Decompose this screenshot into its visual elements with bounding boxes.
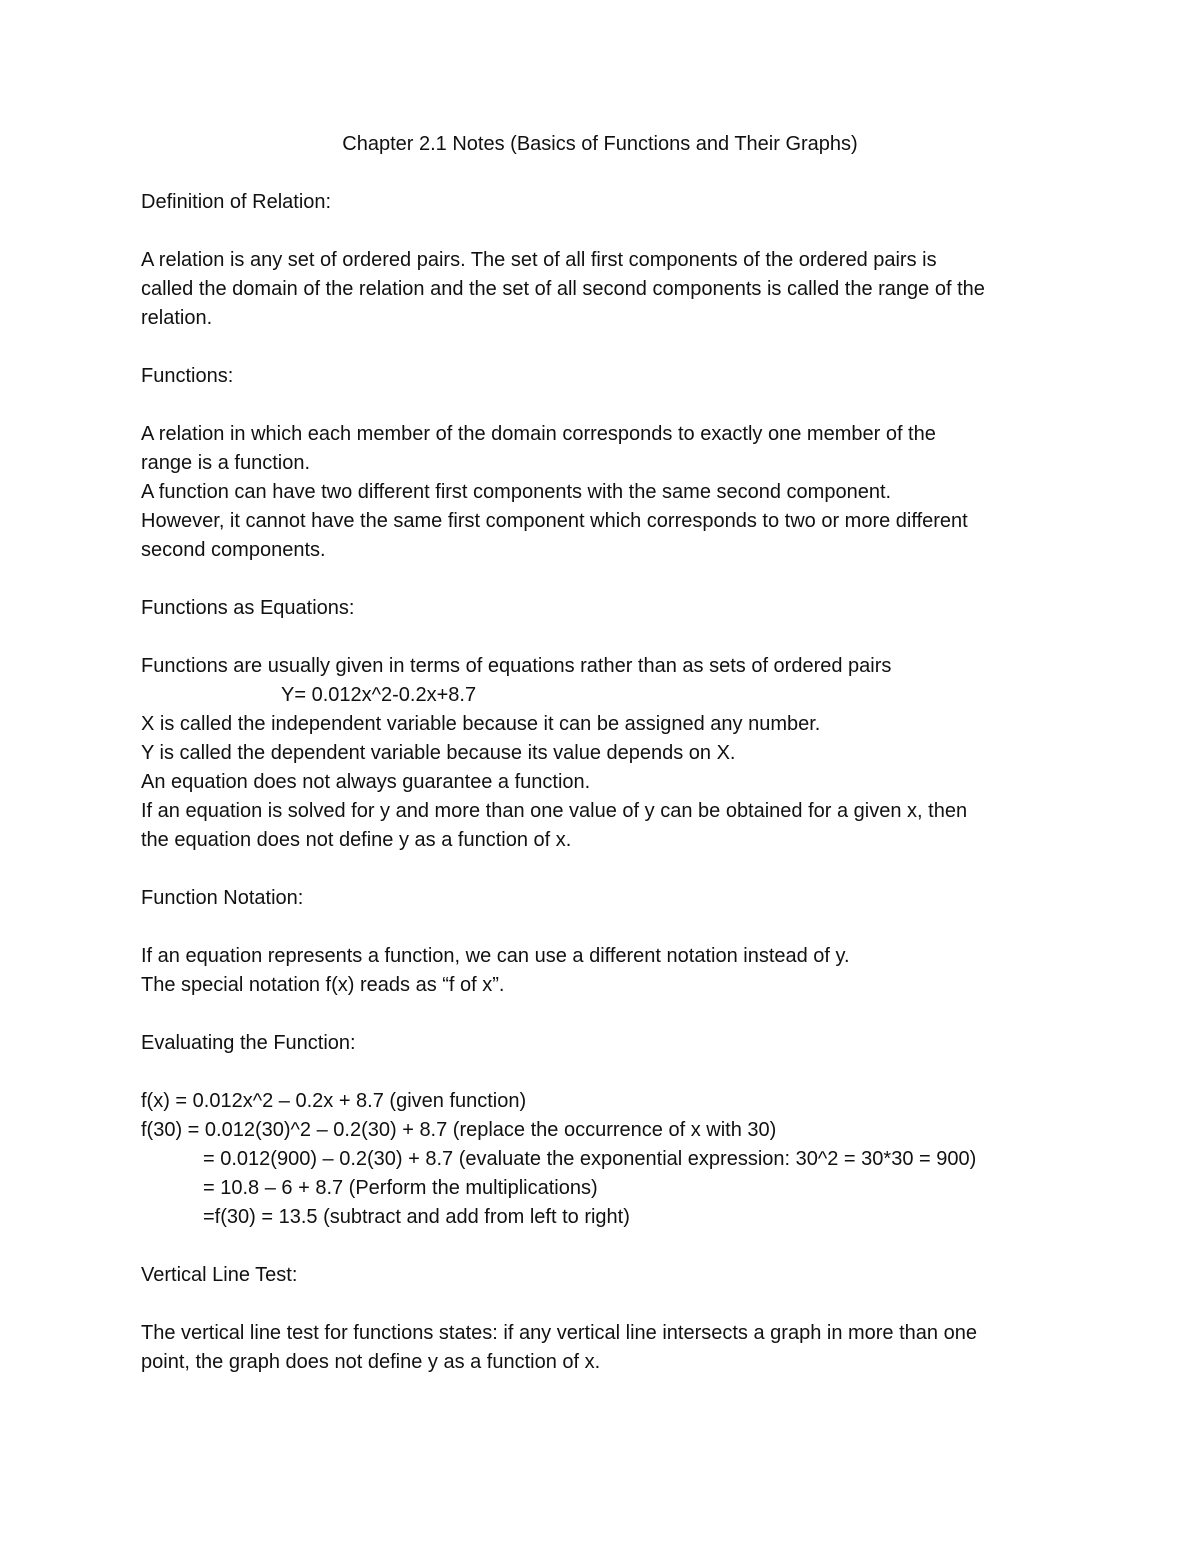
section-heading-equations: Functions as Equations: <box>141 597 355 619</box>
spacer <box>141 1058 1081 1087</box>
paragraph-line: Functions are usually given in terms of equations rather than as sets of ordered pairs <box>141 655 892 677</box>
evaluation-line: f(x) = 0.012x^2 – 0.2x + 8.7 (given function) <box>141 1090 527 1112</box>
evaluation-step: =f(30) = 13.5 (subtract and add from left to right) <box>203 1206 630 1228</box>
spacer <box>141 333 1081 362</box>
paragraph-line: However, it cannot have the same first component which corresponds to two or more different <box>141 510 968 532</box>
section-heading-notation: Function Notation: <box>141 887 304 909</box>
spacer <box>141 1232 1081 1261</box>
paragraph-line: If an equation represents a function, we can use a different notation instead of y. <box>141 945 850 967</box>
paragraph-line: A relation in which each member of the domain corresponds to exactly one member of the <box>141 423 936 445</box>
paragraph-line: range is a function. <box>141 452 310 474</box>
spacer <box>141 913 1081 942</box>
section-heading-evaluating: Evaluating the Function: <box>141 1032 356 1054</box>
evaluation-line: f(30) = 0.012(30)^2 – 0.2(30) + 8.7 (replace the occurrence of x with 30) <box>141 1119 777 1141</box>
paragraph-line: An equation does not always guarantee a function. <box>141 771 591 793</box>
paragraph-line: X is called the independent variable because it can be assigned any number. <box>141 713 821 735</box>
paragraph-line: The special notation f(x) reads as “f of x”. <box>141 974 505 996</box>
evaluation-step: = 0.012(900) – 0.2(30) + 8.7 (evaluate the exponential expression: 30^2 = 30*30 = 900) <box>203 1148 977 1170</box>
paragraph-line: point, the graph does not define y as a function of x. <box>141 1351 601 1373</box>
paragraph-line: relation. <box>141 307 213 329</box>
spacer <box>141 391 1081 420</box>
document-content <box>141 130 1081 1377</box>
section-heading-vertical-line-test: Vertical Line Test: <box>141 1264 298 1286</box>
paragraph-line: A function can have two different first components with the same second component. <box>141 481 892 503</box>
paragraph-line: The vertical line test for functions states: if any vertical line intersects a graph in more than one <box>141 1322 977 1344</box>
spacer <box>141 623 1081 652</box>
spacer <box>141 855 1081 884</box>
page-title: Chapter 2.1 Notes (Basics of Functions and Their Graphs) <box>342 133 858 155</box>
spacer <box>141 1000 1081 1029</box>
spacer <box>141 565 1081 594</box>
paragraph-line: called the domain of the relation and the set of all second components is called the range of the <box>141 278 985 300</box>
evaluation-step: = 10.8 – 6 + 8.7 (Perform the multiplications) <box>203 1177 598 1199</box>
paragraph-line: second components. <box>141 539 326 561</box>
equation-line: Y= 0.012x^2-0.2x+8.7 <box>281 684 477 706</box>
paragraph-line: If an equation is solved for y and more than one value of y can be obtained for a given x, then <box>141 800 968 822</box>
paragraph-line: A relation is any set of ordered pairs. The set of all first components of the ordered pairs is <box>141 249 937 271</box>
paragraph-line: the equation does not define y as a function of x. <box>141 829 572 851</box>
spacer <box>141 159 1081 188</box>
spacer <box>141 217 1081 246</box>
section-heading-functions: Functions: <box>141 365 234 387</box>
spacer <box>141 1290 1081 1319</box>
section-heading-relation: Definition of Relation: <box>141 191 332 213</box>
paragraph-line: Y is called the dependent variable because its value depends on X. <box>141 742 736 764</box>
